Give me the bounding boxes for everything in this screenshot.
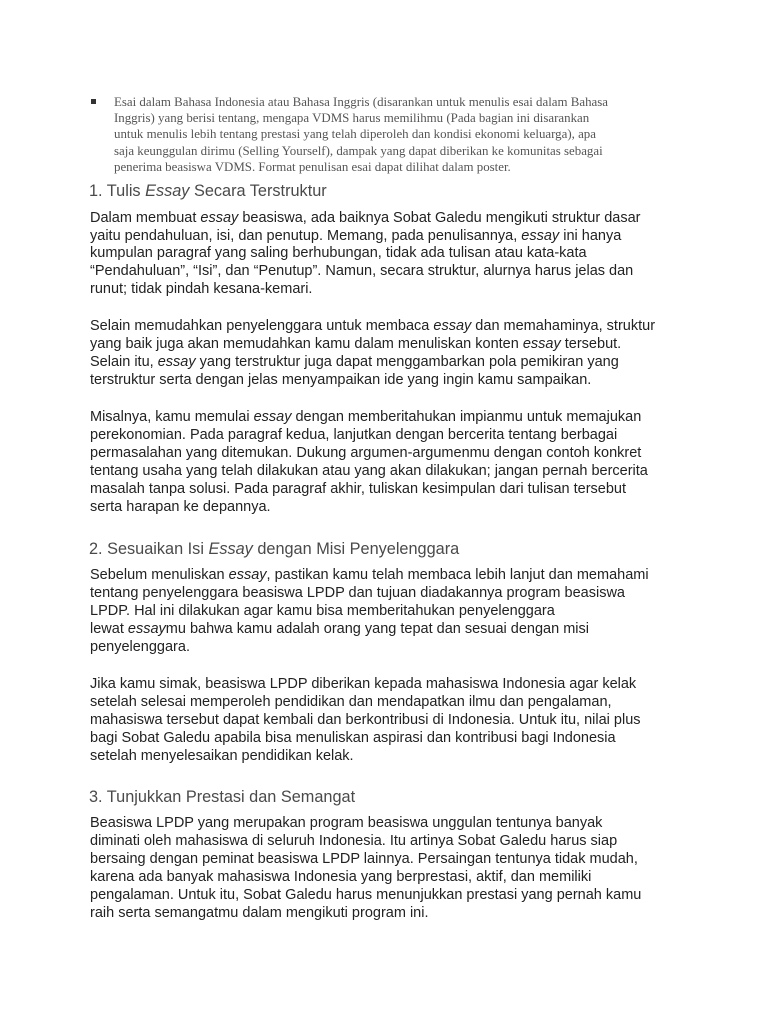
body-line: Beasiswa LPDP yang merupakan program beasiswa unggulan tentunya banyak bbox=[90, 815, 603, 831]
body-line: LPDP. Hal ini dilakukan agar kamu bisa memberitahukan penyelenggara bbox=[90, 603, 555, 619]
body-line: karena ada banyak mahasiswa Indonesia yang berprestasi, aktif, dan memiliki bbox=[90, 869, 592, 885]
body-line: Misalnya, kamu memulai essay dengan memberitahukan impianmu untuk memajukan bbox=[90, 409, 642, 425]
body-line: kumpulan paragraf yang saling berhubungan, tidak ada tulisan atau kata-kata bbox=[90, 245, 587, 261]
body-line: Dalam membuat essay beasiswa, ada baiknya Sobat Galedu mengikuti struktur dasar bbox=[90, 210, 641, 226]
body-line: penyelenggara. bbox=[90, 639, 190, 655]
body-line: diminati oleh mahasiswa di seluruh Indonesia. Itu artinya Sobat Galedu harus siap bbox=[90, 833, 618, 849]
body-line: lewat essaymu bahwa kamu adalah orang yang tepat dan sesuai dengan misi bbox=[90, 621, 589, 637]
bullet-marker bbox=[91, 99, 96, 104]
body-line: yang baik juga akan memudahkan kamu dalam menuliskan konten essay tersebut. bbox=[90, 336, 622, 352]
body-line: pengalaman. Untuk itu, Sobat Galedu harus menunjukkan prestasi yang pernah kamu bbox=[90, 887, 642, 903]
body-line: bagi Sobat Galedu apabila bisa menuliskan aspirasi dan kontribusi bagi Indonesia bbox=[90, 730, 616, 746]
body-line: tentang usaha yang telah dilakukan atau yang akan dilakukan; jangan pernah bercerita bbox=[90, 463, 648, 479]
body-line: setelah menyelesaikan pendidikan kelak. bbox=[90, 748, 354, 764]
bullet-text-line: penerima beasiswa VDMS. Format penulisan esai dapat dilihat dalam poster. bbox=[114, 160, 511, 174]
bullet-text-line: saja keunggulan dirimu (Selling Yourself), dampak yang dapat diberikan ke komunitas sebagai bbox=[114, 144, 603, 158]
body-line: terstruktur serta dengan jelas menyampaikan ide yang ingin kamu sampaikan. bbox=[90, 372, 592, 388]
body-line: runut; tidak pindah kesana-kemari. bbox=[90, 281, 313, 297]
bullet-text-line: untuk menulis lebih tentang prestasi yang telah diperoleh dan kondisi ekonomi keluarga), apa bbox=[114, 127, 596, 141]
body-line: Jika kamu simak, beasiswa LPDP diberikan kepada mahasiswa Indonesia agar kelak bbox=[90, 676, 637, 692]
body-line: Selain itu, essay yang terstruktur juga dapat menggambarkan pola pemikiran yang bbox=[90, 354, 619, 370]
body-line: bersaing dengan peminat beasiswa LPDP lainnya. Persaingan tentunya tidak mudah, bbox=[90, 851, 638, 867]
body-line: permasalahan yang ditemukan. Dukung argumen-argumenmu dengan contoh konkret bbox=[90, 445, 642, 461]
bullet-text-line: Inggris) yang berisi tentang, mengapa VDMS harus memilihmu (Pada bagian ini disarankan bbox=[114, 111, 590, 125]
body-line: Sebelum menuliskan essay, pastikan kamu telah membaca lebih lanjut dan memahami bbox=[90, 567, 649, 583]
body-line: setelah selesai memperoleh pendidikan dan mendapatkan ilmu dan pengalaman, bbox=[90, 694, 612, 710]
bullet-text-line: Esai dalam Bahasa Indonesia atau Bahasa Inggris (disarankan untuk menulis esai dalam Bahasa bbox=[114, 95, 608, 109]
section-3-heading: 3. Tunjukkan Prestasi dan Semangat bbox=[89, 788, 356, 806]
section-2-heading: 2. Sesuaikan Isi Essay dengan Misi Penyelenggara bbox=[89, 540, 460, 558]
body-line: perekonomian. Pada paragraf kedua, lanjutkan dengan bercerita tentang berbagai bbox=[90, 427, 618, 443]
body-line: serta harapan ke depannya. bbox=[90, 499, 271, 515]
body-line: “Pendahuluan”, “Isi”, dan “Penutup”. Namun, secara struktur, alurnya harus jelas dan bbox=[90, 263, 634, 279]
body-line: mahasiswa tersebut dapat kembali dan berkontribusi di Indonesia. Untuk itu, nilai plus bbox=[90, 712, 641, 728]
body-line: raih serta semangatmu dalam mengikuti program ini. bbox=[90, 905, 429, 921]
body-line: masalah tanpa solusi. Pada paragraf akhir, tuliskan kesimpulan dari tulisan tersebut bbox=[90, 481, 626, 497]
body-line: yaitu pendahuluan, isi, dan penutup. Memang, pada penulisannya, essay ini hanya bbox=[90, 228, 622, 244]
body-line: Selain memudahkan penyelenggara untuk membaca essay dan memahaminya, struktur bbox=[90, 318, 656, 334]
section-1-heading: 1. Tulis Essay Secara Terstruktur bbox=[89, 182, 327, 200]
body-line: tentang penyelenggara beasiswa LPDP dan tujuan diadakannya program beasiswa bbox=[90, 585, 625, 601]
